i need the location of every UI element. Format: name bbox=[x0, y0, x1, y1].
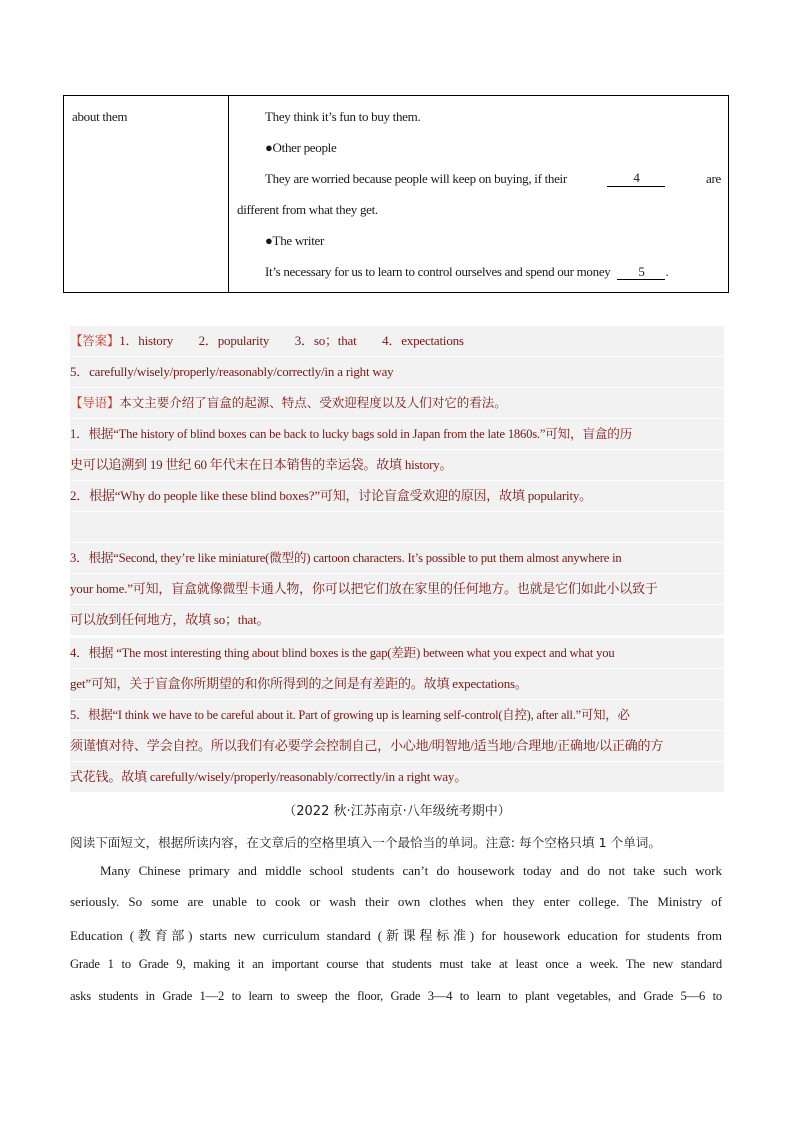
passage-line-3 bbox=[70, 925, 722, 944]
table-line-4: different from what they get. bbox=[237, 202, 378, 217]
line3-pre: They are worried because people will keep on buying, if their bbox=[265, 171, 567, 186]
line6-post: . bbox=[665, 264, 669, 279]
guide-line bbox=[70, 388, 724, 418]
passage-text-5: asks students in Grade 1—2 to learn to sweep the floor, Grade 3—4 to learn to plant vegetables, and Grade 5—6 to bbox=[70, 989, 722, 1003]
table-line-2: ●Other people bbox=[265, 140, 337, 155]
explain-2: 2．根据“Why do people like these blind boxes?”可知，讨论盲盒受欢迎的原因，故填 popularity。 bbox=[70, 481, 724, 511]
passage-text-2: seriously. So some are unable to cook or wash their own clothes when they enter college. The Ministry of bbox=[70, 894, 722, 909]
explain-3c: 可以放到任何地方，故填 so；that。 bbox=[70, 605, 724, 635]
question-instruction: 阅读下面短文，根据所读内容，在文章后的空格里填入一个最恰当的单词。注意: 每个空格只填 1 个单词。 bbox=[70, 835, 661, 850]
explain-4a: 4．根据 “The most interesting thing about blind boxes is the gap(差距) between what you expect and what you bbox=[70, 638, 724, 668]
passage-line-2 bbox=[70, 894, 722, 910]
answer-line bbox=[70, 326, 724, 356]
explain-4b: get”可知，关于盲盒你所期望的和你所得到的之间是有差距的。故填 expectations。 bbox=[70, 669, 724, 699]
table-line-3 bbox=[265, 171, 721, 187]
guide-text: 本文主要介绍了盲盒的起源、特点、受欢迎程度以及人们对它的看法。 bbox=[119, 395, 507, 410]
explain-5c: 式花钱。故填 carefully/wisely/properly/reasonably/correctly/in a right way。 bbox=[70, 762, 724, 792]
line6-pre: It’s necessary for us to learn to control ourselves and spend our money bbox=[265, 264, 611, 279]
passage-text-3: Education (教育部) starts new curriculum standard (新课程标准) for housework education for students from bbox=[70, 928, 722, 943]
answer-items: 1．history 2．popularity 3．so；that 4．expectations bbox=[119, 333, 464, 348]
passage-line-4 bbox=[70, 957, 722, 972]
reading-table bbox=[63, 95, 729, 293]
explain-1b: 史可以追溯到 19 世纪 60 年代末在日本销售的幸运袋。故填 history。 bbox=[70, 450, 724, 480]
table-left-cell bbox=[64, 96, 229, 292]
answer-tag: 【答案】 bbox=[70, 333, 120, 348]
question-source: （2022 秋·江苏南京·八年级统考期中） bbox=[283, 804, 511, 819]
passage-line-1 bbox=[100, 863, 722, 879]
passage-text-1: Many Chinese primary and middle school students can’t do housework today and do not take such work bbox=[100, 863, 722, 878]
explain-3b: your home.”可知，盲盒就像微型卡通人物，你可以把它们放在家里的任何地方。也就是它们如此小以致于 bbox=[70, 574, 724, 604]
left-cell-text: about them bbox=[72, 109, 128, 124]
explain-5b: 须谨慎对待、学会自控。所以我们有必要学会控制自己，小心地/明智地/适当地/合理地/正确地/以正确的方 bbox=[70, 731, 724, 761]
blank-4[interactable]: 4 bbox=[607, 171, 665, 187]
passage-line-5 bbox=[70, 989, 722, 1004]
explain-5a: 5．根据“I think we have to be careful about it. Part of growing up is learning self-control(自控), after all.”可知，必 bbox=[70, 700, 724, 730]
table-right-cell bbox=[229, 96, 728, 292]
table-line-6 bbox=[265, 264, 668, 280]
explain-3a: 3．根据“Second, they’re like miniature(微型的) cartoon characters. It’s possible to put them almost anywhere in bbox=[70, 543, 724, 573]
answer-line-5 bbox=[70, 357, 724, 387]
blank-shaded-line bbox=[70, 512, 724, 542]
table-line-5: ●The writer bbox=[265, 233, 325, 248]
table-line-1: They think it’s fun to buy them. bbox=[265, 109, 421, 124]
answer-item-5: 5．carefully/wisely/properly/reasonably/correctly/in a right way bbox=[70, 364, 394, 379]
explain-1a: 1．根据“The history of blind boxes can be back to lucky bags sold in Japan from the late 1860s.”可知，盲盒的历 bbox=[70, 419, 724, 449]
line3-post: are bbox=[706, 171, 721, 186]
blank-5[interactable]: 5 bbox=[617, 265, 665, 280]
guide-tag: 【导语】 bbox=[70, 395, 120, 410]
passage-text-4: Grade 1 to Grade 9, making it an important course that students must take at least once a week. The new standard bbox=[70, 957, 722, 971]
